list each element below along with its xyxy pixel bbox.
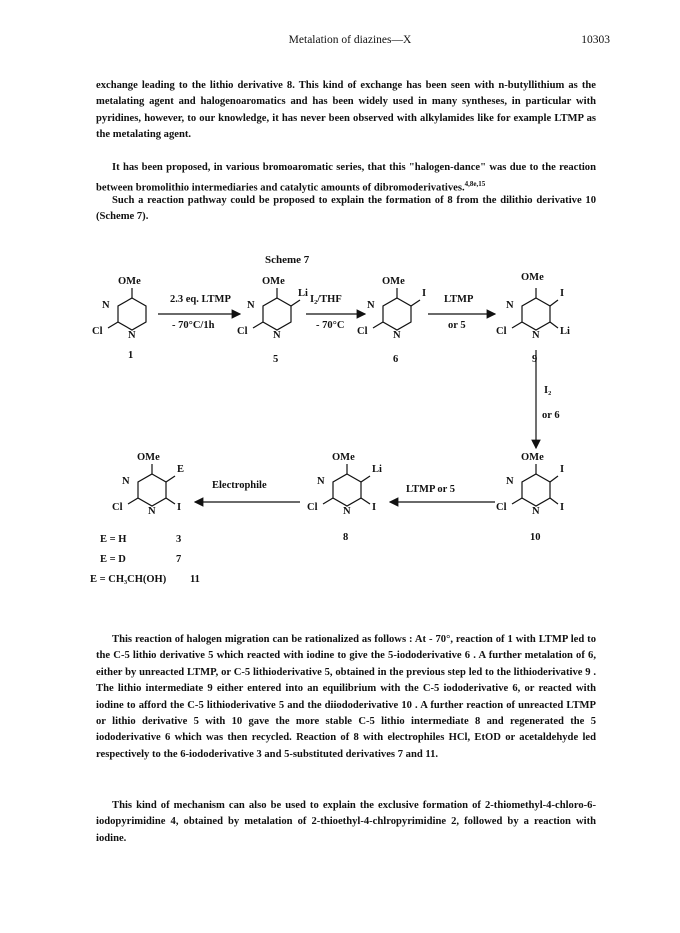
arrow-2-reagent: I₂/THF [310,294,342,305]
reference-superscript: 4,8e,15 [464,180,486,189]
substituent-e: E = H [100,534,127,545]
atom-i: I [422,288,427,299]
atom-ome: OMe [118,276,141,287]
atom-n: N [532,330,540,341]
compound-label: 10 [530,532,541,543]
atom-n: N [506,476,514,487]
atom-ome: OMe [262,276,285,287]
ring-compound-10 [522,474,550,506]
atom-ome: OMe [521,452,544,463]
atom-n: N [122,476,130,487]
paragraph-3-text: Such a reaction pathway could be proposed to explain the formation of 8 from the dilithio derivative 10 (Scheme 7). [96,195,596,223]
scheme-title: Scheme 7 [265,254,310,266]
paragraph-1: exchange leading to the lithio derivative 8. This kind of exchange has been seen with n-butyllithium as the metalating agent and halogenoaromatics and has been widely used in many syntheses, in particular with pyridines, however, to our knowledge, it has never been observed with alkylamides like for example LTMP as the metalating agent. [96,80,596,141]
paragraph-4 [96,632,596,763]
atom-cl: Cl [237,326,248,337]
compound-label: 9 [532,354,538,365]
running-title: Metalation of diazines—X [288,34,412,46]
atom-n: N [148,506,156,517]
atom-cl: Cl [112,502,123,513]
arrow-1-condition: - 70°C/1h [172,320,215,331]
atom-n: N [532,506,540,517]
ring-compound-1 [118,298,146,330]
arrow-3-condition: or 5 [448,320,466,331]
atom-n: N [367,300,375,311]
atom-n: N [317,476,325,487]
substituent-e: E = CH₃CH(OH) [90,574,167,585]
paragraph-5-text: This kind of mechanism can also be used to explain the exclusive formation of 2-thiomethyl-4-chloro-6-iodopyrimidine 4, obtained by metalation of 2-thioethyl-4-chlropyrimidine 2, followed by a reaction with iodine. [96,800,596,844]
arrow-4-condition: or 6 [542,410,560,421]
arrow-5-reagent: LTMP or 5 [406,484,456,495]
substituent-e: E = D [100,554,126,565]
atom-n: N [506,300,514,311]
paragraph-2 [96,160,596,197]
compound-label: 6 [393,354,399,365]
paragraph-4-text: This reaction of halogen migration can be rationalized as follows : At - 70°, reaction of 1 with LTMP led to the C-5 lithio derivative 5 which reacted with iodine to give the 5-iododerivative 6 . A further metalation of 6, either by unreacted LTMP, or C-5 lithioderivative 5, obtained in the previous step led to the lithioderivative 9 . The lithio intermediate 9 either entered into an equilibrium with the C-5 iododerivative 6, or reacted with iodine to afford the C-5 lithioderivative 5 and the diiododerivative 10 . A further reaction of unreacted LTMP or lithio derivative 5 with 10 gave the more stable C-5 lithio intermediate 8 and regenerated the 5 iododerivative 6 which was then recycled. Reaction of 8 with electrophiles HCl, EtOD or acetaldehyde led respectively to the 6-iododerivative 3 and 5-substituted derivatives 7 and 11. [96,634,596,760]
atom-ome: OMe [521,272,544,283]
atom-n: N [102,300,110,311]
running-header [90,34,610,50]
atom-ome: OMe [137,452,160,463]
ring-compound-8 [333,474,361,506]
atom-cl: Cl [92,326,103,337]
arrow-3-reagent: LTMP [444,294,474,305]
atom-n: N [247,300,255,311]
atom-n: N [393,330,401,341]
arrow-6-reagent: Electrophile [212,480,267,491]
atom-n: N [128,330,136,341]
atom-ome: OMe [332,452,355,463]
compound-label: 5 [273,354,279,365]
atom-cl: Cl [357,326,368,337]
arrow-2-condition: - 70°C [316,320,345,331]
atom-cl: Cl [496,502,507,513]
ring-products [138,474,166,506]
ring-compound-5 [263,298,291,330]
ring-compound-6 [383,298,411,330]
atom-li: Li [372,464,382,475]
atom-i: I [177,502,182,513]
arrow-4-reagent: I₂ [544,385,552,396]
atom-ome: OMe [382,276,405,287]
atom-li: Li [298,288,308,299]
atom-i: I [372,502,377,513]
paragraph-2-text: It has been proposed, in various bromoaromatic series, that this "halogen-dance" was due to the reaction between bromolithio intermediaries and catalytic amounts of dibromoderivatives. [96,162,596,194]
atom-n: N [343,506,351,517]
atom-n: N [273,330,281,341]
atom-cl: Cl [496,326,507,337]
atom-i: I [560,288,565,299]
paragraph-5 [96,798,596,847]
page-number: 10303 [581,34,610,46]
atom-cl: Cl [307,502,318,513]
scheme-7 [90,250,610,610]
atom-e: E [177,464,185,475]
paragraph-3 [96,193,596,226]
compound-label: 1 [128,350,134,361]
compound-label: 8 [343,532,349,543]
substituent-compound: 3 [176,534,182,545]
scheme-drawing [90,250,610,610]
arrow-1-reagent: 2.3 eq. LTMP [170,294,231,305]
atom-i: I [560,464,565,475]
atom-i: I [560,502,565,513]
substituent-compound: 11 [190,574,200,585]
atom-li: Li [560,326,570,337]
substituent-compound: 7 [176,554,182,565]
ring-compound-9 [522,298,550,330]
